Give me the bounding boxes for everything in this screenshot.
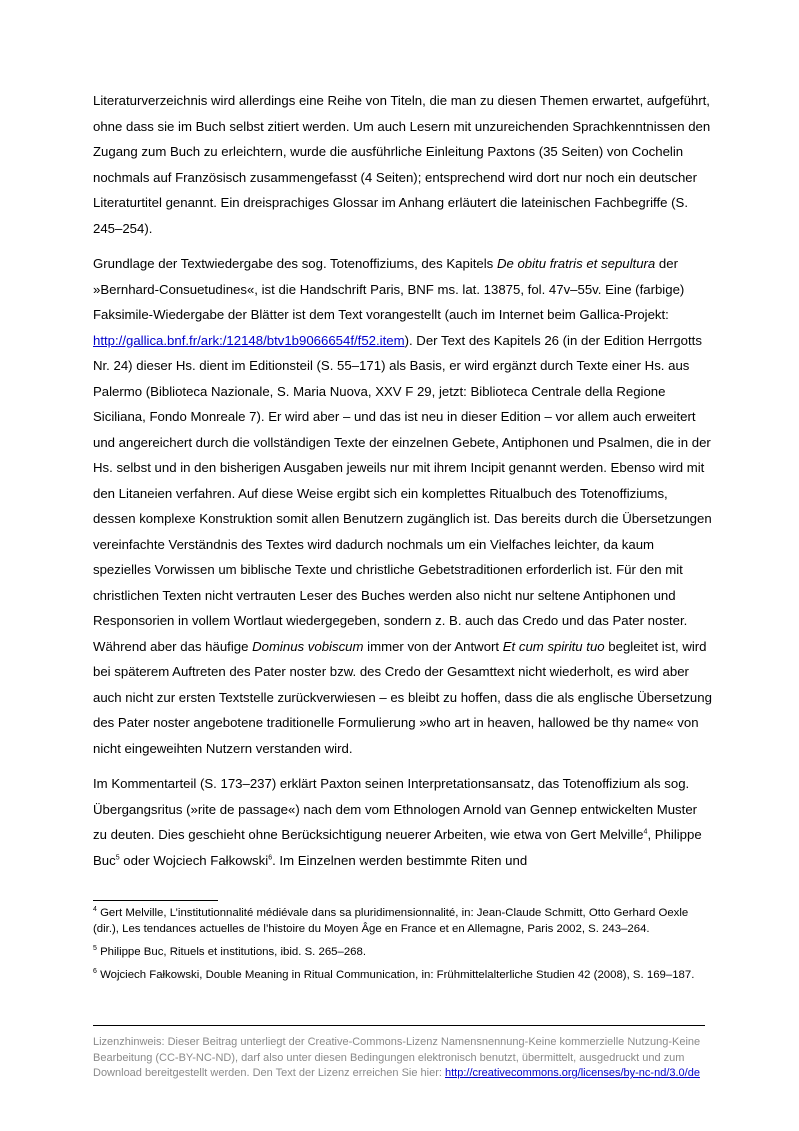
text-run: oder Wojciech Fałkowski — [119, 852, 269, 868]
footnote-text: Gert Melville, L’institutionnalité médiévale dans sa pluridimensionnalité, in: Jean-Claude Schmitt, Otto Gerhard Oexle (dir.), Les tendances actuelles de l’histoire du Moyen Âge en France et en Allemagne, Paris 2002, S. 243–264. — [93, 907, 689, 935]
text-run: . Im Einzelnen werden bestimmte Riten und — [272, 852, 528, 868]
text-run: Literaturverzeichnis wird allerdings eine Reihe von Titeln, die man zu diesen Themen erwartet, aufgeführt, ohne dass sie im Buch selbst zitiert werden. Um auch Lesern mit unzureichenden Sprachkenntnissen den Zugang zum Buch zu erleichtern, wurde die ausführliche Einleitung Paxtons (35 Seiten) von Cochelin nochmals auf Französisch zusammengefasst (4 Seiten); entsprechend wird dort nur noch ein deutscher Literaturtitel genannt. Ein dreisprachiges Glossar im Anhang erläutert die lateinischen Fachbegriffe (S. 245–254). — [93, 93, 711, 236]
license-link[interactable]: http://creativecommons.org/licenses/by-nc-nd/3.0/de — [445, 1067, 700, 1079]
footnote-reference: 4 — [643, 828, 648, 836]
footnote-number: 6 — [93, 968, 97, 976]
footnote-text: Wojciech Fałkowski, Double Meaning in Ritual Communication, in: Frühmittelalterliche Studien 42 (2008), S. 169–187. — [96, 969, 695, 981]
footnote-separator — [93, 900, 218, 901]
italic-text: Et cum spiritu tuo — [502, 638, 605, 654]
license-text: Lizenzhinweis: Dieser Beitrag unterliegt der Creative-Commons-Lizenz Namensnennung-Keine kommerzielle Nutzung-Keine Bearbeitung (CC-BY-NC-ND), darf also unter diesen Bedingungen elektronisch benutzt, übermittelt, ausgedruckt und zum Download bereitgestellt werden. Den Text der Lizenz erreichen Sie hier: — [93, 1036, 701, 1079]
license-notice — [93, 1035, 708, 1082]
text-run: der »Bernhard-Consuetudines«, ist die Handschrift Paris, BNF ms. lat. 13875, fol. 47v–55v. Eine (farbige) Faksimile-Wiedergabe der Blätter ist dem Text vorangestellt (auch im Internet beim Gallica-Projekt: — [93, 256, 685, 322]
footnote-text: Philippe Buc, Rituels et institutions, ibid. S. 265–268. — [96, 946, 367, 958]
text-run: immer von der Antwort — [363, 638, 503, 654]
footnotes — [93, 905, 713, 990]
italic-text: De obitu fratris et sepultura — [496, 256, 656, 271]
main-text — [93, 88, 713, 883]
footnote — [93, 967, 713, 983]
footnote-number: 5 — [93, 945, 97, 953]
text-run: , Philippe Buc — [93, 827, 702, 868]
text-run: begleitet ist, wird bei späterem Auftreten des Pater noster bzw. des Credo der Gesamttext nicht wiederholt, es wird aber auch nicht zur ersten Textstelle zurückverwiesen – es bleibt zu hoffen, dass die als englische Übersetzung des Pater noster angebotene traditionelle Formulierung »who art in heaven, hallowed be thy name« von nicht eingeweihten Nutzern verstanden wird. — [93, 638, 712, 756]
italic-text: Dominus vobiscum — [252, 638, 364, 654]
paragraph — [93, 771, 713, 873]
footnote — [93, 944, 713, 960]
footnote-number: 4 — [93, 906, 97, 914]
gallica-link[interactable]: http://gallica.bnf.fr/ark:/12148/btv1b9066654f/f52.item — [93, 332, 405, 348]
paragraph — [93, 88, 713, 241]
footnote-reference: 6 — [268, 854, 273, 862]
text-run: Im Kommentarteil (S. 173–237) erklärt Paxton seinen Interpretationsansatz, das Totenoffizium als sog. Übergangsritus (»rite de passage«) nach dem vom Ethnologen Arnold van Gennep entwickelten Muster zu deuten. Dies geschieht ohne Berücksichtigung neuerer Arbeiten, wie etwa von Gert Melville — [93, 776, 698, 842]
text-run: Grundlage der Textwiedergabe des sog. Totenoffiziums, des Kapitels — [93, 256, 497, 271]
footnote-reference: 5 — [115, 854, 120, 862]
paragraph — [93, 251, 713, 761]
text-run: ). Der Text des Kapitels 26 (in der Edition Herrgotts Nr. 24) dieser Hs. dient im Editionsteil (S. 55–171) als Basis, er wird ergänzt durch Texte einer Hs. aus Palermo (Biblioteca Nazionale, S. Maria Nuova, XXV F 29, jetzt: Biblioteca Centrale della Regione Siciliana, Fondo Monreale 7). Er wird aber – und das ist neu in dieser Edition – vor allem auch erweitert und angereichert durch die vollständigen Texte der einzelnen Gebete, Antiphonen und Psalmen, die in der Hs. selbst und in den bisherigen Ausgaben jeweils nur mit ihrem Incipit genannt werden. Ebenso wird mit den Litaneien verfahren. Auf diese Weise ergibt sich ein komplettes Ritualbuch des Totenoffiziums, dessen komplexe Konstruktion somit allen Benutzern zugänglich ist. Das bereits durch die Übersetzungen vereinfachte Verständnis des Textes wird dadurch nochmals um ein Vielfaches leichter, da kaum spezielles Vorwissen um biblische Texte und christliche Gebetstraditionen erforderlich ist. Für den mit christlichen Texten nicht vertrauten Leser des Buches werden also nicht nur seltene Antiphonen und Responsorien in vollem Wortlaut wiedergegeben, sondern z. B. auch das Credo und das Pater noster. Während aber das häufige — [93, 332, 712, 654]
license-separator — [93, 1025, 705, 1026]
footnote — [93, 905, 713, 937]
